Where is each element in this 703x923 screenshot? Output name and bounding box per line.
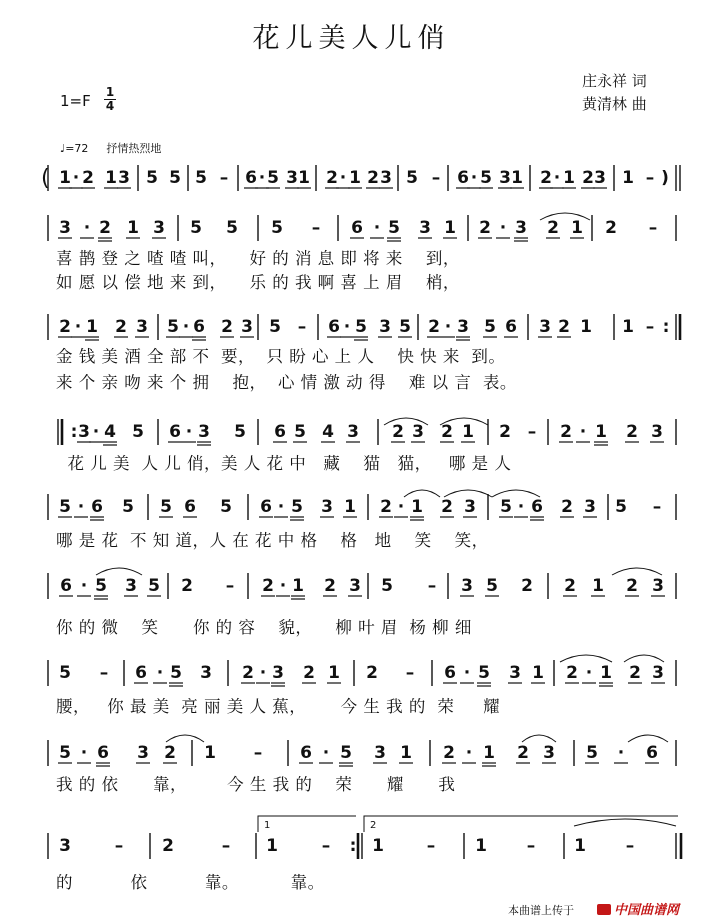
note: 1	[532, 663, 544, 683]
note: 3	[584, 497, 596, 517]
note: ·	[585, 663, 593, 683]
note: 6	[646, 743, 658, 763]
note: 3	[347, 422, 359, 442]
note: 6	[505, 317, 517, 337]
note: 3	[200, 663, 212, 683]
note: 3	[652, 576, 664, 596]
note: ·	[72, 168, 80, 188]
note: 5	[234, 422, 246, 442]
note: 3	[543, 743, 555, 763]
note: 5	[388, 218, 400, 238]
note: 5	[381, 576, 393, 596]
note: 6	[444, 663, 456, 683]
note: 6	[328, 317, 340, 337]
note: 1	[86, 317, 98, 337]
note: 2	[59, 317, 71, 337]
note: 3	[499, 168, 511, 188]
note: –	[426, 836, 436, 856]
lyric-line: 我 的 依 靠， 今 生 我 的 荣 耀 我	[56, 775, 456, 794]
note: ·	[553, 168, 561, 188]
note: 2	[181, 576, 193, 596]
note: 2	[441, 497, 453, 517]
tv-icon	[597, 904, 611, 915]
note: 3	[137, 743, 149, 763]
note: 3	[461, 576, 473, 596]
note: ·	[185, 422, 193, 442]
note: 5	[399, 317, 411, 337]
composer: 黄清林 曲	[582, 95, 647, 113]
note: 1	[204, 743, 216, 763]
note: 2	[629, 663, 641, 683]
note: 5	[615, 497, 627, 517]
note: –	[321, 836, 331, 856]
note: 5	[406, 168, 418, 188]
note: –	[652, 497, 662, 517]
note: 1	[411, 497, 423, 517]
note: 6	[60, 576, 72, 596]
note: 2	[441, 422, 453, 442]
note: –	[221, 836, 231, 856]
note: ·	[258, 168, 266, 188]
note: 3	[515, 218, 527, 238]
note: 3	[457, 317, 469, 337]
note: 2	[547, 218, 559, 238]
note: 2	[262, 576, 274, 596]
note: ·	[444, 317, 452, 337]
note: )	[661, 168, 669, 188]
note: 6	[351, 218, 363, 238]
note: –	[645, 168, 655, 188]
note: 2	[82, 168, 94, 188]
note: 5	[294, 422, 306, 442]
note: 6	[274, 422, 286, 442]
note: 3	[594, 168, 606, 188]
note: 2	[162, 836, 174, 856]
note: :	[70, 422, 78, 442]
note: –	[219, 168, 229, 188]
note: 2	[521, 576, 533, 596]
note: 2	[221, 317, 233, 337]
site-logo	[597, 899, 679, 918]
note: ·	[83, 218, 91, 238]
note: ·	[499, 218, 507, 238]
note: 2	[558, 317, 570, 337]
note: 5	[484, 317, 496, 337]
note: 2	[326, 168, 338, 188]
note: 5	[486, 576, 498, 596]
note: 6	[91, 497, 103, 517]
first-ending-label: 1	[264, 820, 271, 831]
note: –	[427, 576, 437, 596]
note: 2	[380, 497, 392, 517]
footer-text: 本曲谱上传于	[508, 904, 574, 917]
note: 3	[539, 317, 551, 337]
note: 1	[483, 743, 495, 763]
note: 3	[59, 218, 71, 238]
note: 2	[99, 218, 111, 238]
note: 6	[97, 743, 109, 763]
note: ·	[77, 497, 85, 517]
note: 5	[586, 743, 598, 763]
note: 5	[95, 576, 107, 596]
note: ·	[579, 422, 587, 442]
note: 3	[241, 317, 253, 337]
note: 5	[267, 168, 279, 188]
lyricist: 庄永祥 词	[582, 72, 647, 90]
note: 5	[478, 663, 490, 683]
note: 2	[324, 576, 336, 596]
note: ·	[279, 576, 287, 596]
note: 3	[118, 168, 130, 188]
note: 6	[457, 168, 469, 188]
second-ending-label: 2	[370, 820, 377, 831]
note: 5	[195, 168, 207, 188]
note: 2	[560, 422, 572, 442]
note: 2	[626, 576, 638, 596]
note: 1	[622, 317, 634, 337]
note: 3	[419, 218, 431, 238]
note: 2	[115, 317, 127, 337]
note: –	[405, 663, 415, 683]
note: 5	[500, 497, 512, 517]
note: 1	[600, 663, 612, 683]
note: –	[625, 836, 635, 856]
note: 5	[190, 218, 202, 238]
lyric-line: 的 依 靠。 靠。	[56, 873, 325, 892]
note: ·	[80, 576, 88, 596]
note: 2	[499, 422, 511, 442]
note: 1	[622, 168, 634, 188]
note: 1	[462, 422, 474, 442]
note: 3	[321, 497, 333, 517]
note: 1	[372, 836, 384, 856]
note: 3	[509, 663, 521, 683]
note: 3	[374, 743, 386, 763]
note: 1	[511, 168, 523, 188]
note: 6	[184, 497, 196, 517]
note: ·	[463, 663, 471, 683]
lyric-line: 哪 是 花 不 知 道，人 在 花 中 格 格 地 笑 笑，	[56, 531, 489, 550]
note: 5	[170, 663, 182, 683]
note: 2	[479, 218, 491, 238]
note: ·	[156, 663, 164, 683]
note: 2	[605, 218, 617, 238]
note: ·	[517, 497, 525, 517]
note: –	[297, 317, 307, 337]
note: –	[114, 836, 124, 856]
note: 2	[366, 663, 378, 683]
note: 3	[380, 168, 392, 188]
note: ·	[182, 317, 190, 337]
note: 2	[242, 663, 254, 683]
note: ·	[322, 743, 330, 763]
note: 1	[298, 168, 310, 188]
site-logo-text: 中国曲谱网	[614, 903, 680, 918]
note: 3	[272, 663, 284, 683]
note: 6	[300, 743, 312, 763]
note: 5	[271, 218, 283, 238]
note: 2	[517, 743, 529, 763]
note: –	[311, 218, 321, 238]
time-signature-bottom: 4	[105, 99, 115, 113]
lyric-line: 花 儿 美 人 儿 俏，美 人 花 中 藏 猫 猫， 哪 是 人	[56, 454, 512, 473]
note: 1	[344, 497, 356, 517]
note: 3	[379, 317, 391, 337]
key-signature: 1=F	[60, 92, 91, 110]
note: 3	[136, 317, 148, 337]
note: 5	[160, 497, 172, 517]
note: 3	[59, 836, 71, 856]
note: 4	[322, 422, 334, 442]
note: 1	[444, 218, 456, 238]
note: 5	[355, 317, 367, 337]
note: ·	[92, 422, 100, 442]
note: 3	[125, 576, 137, 596]
note: 5	[167, 317, 179, 337]
note: ·	[617, 743, 625, 763]
note: 1	[475, 836, 487, 856]
note: 6	[531, 497, 543, 517]
note: 1	[328, 663, 340, 683]
note: 3	[651, 422, 663, 442]
lyric-line: 金 钱 美 酒 全 部 不 要， 只 盼 心 上 人 快 快 来 到。	[56, 347, 506, 366]
lyric-line: 来 个 亲 吻 来 个 拥 抱， 心 情 激 动 得 难 以 言 表。	[56, 373, 517, 392]
note: ·	[397, 497, 405, 517]
note: 3	[198, 422, 210, 442]
note: 1	[400, 743, 412, 763]
note: –	[648, 218, 658, 238]
note: 2	[164, 743, 176, 763]
note: 3	[349, 576, 361, 596]
note: 5	[59, 663, 71, 683]
note: 5	[220, 497, 232, 517]
note: 2	[443, 743, 455, 763]
note: ·	[277, 497, 285, 517]
note: –	[99, 663, 109, 683]
note: 5	[226, 218, 238, 238]
note: 2	[561, 497, 573, 517]
note: 3	[153, 218, 165, 238]
note: 2	[582, 168, 594, 188]
note: ·	[259, 663, 267, 683]
note: 5	[122, 497, 134, 517]
lyric-line: 如 愿 以 偿 地 来 到， 乐 的 我 啊 喜 上 眉 梢，	[56, 273, 460, 292]
note: 1	[574, 836, 586, 856]
note: 2	[566, 663, 578, 683]
note: :	[662, 317, 670, 337]
note: –	[225, 576, 235, 596]
note: 2	[626, 422, 638, 442]
note: –	[526, 836, 536, 856]
note: ·	[373, 218, 381, 238]
note: 2	[367, 168, 379, 188]
note: 1	[571, 218, 583, 238]
note: 2	[564, 576, 576, 596]
note: 1	[266, 836, 278, 856]
note: ·	[470, 168, 478, 188]
note: 1	[59, 168, 71, 188]
note: ·	[465, 743, 473, 763]
note: 5	[480, 168, 492, 188]
note: 6	[193, 317, 205, 337]
note: 3	[652, 663, 664, 683]
note: 1	[563, 168, 575, 188]
note: 6	[135, 663, 147, 683]
note: 3	[286, 168, 298, 188]
page-title: 花儿美人儿俏	[252, 23, 451, 54]
note: –	[645, 317, 655, 337]
note: ·	[74, 317, 82, 337]
note: 1	[292, 576, 304, 596]
note: ·	[80, 743, 88, 763]
note: 1	[349, 168, 361, 188]
note: 6	[169, 422, 181, 442]
note: 3	[412, 422, 424, 442]
note: 1	[592, 576, 604, 596]
tempo-mark: ♩=72	[60, 142, 89, 155]
note: 2	[392, 422, 404, 442]
note: 6	[245, 168, 257, 188]
note: 1	[595, 422, 607, 442]
note: 5	[291, 497, 303, 517]
note: 5	[146, 168, 158, 188]
note: 5	[340, 743, 352, 763]
note: 1	[105, 168, 117, 188]
note: 4	[104, 422, 116, 442]
note: 5	[148, 576, 160, 596]
note: 2	[428, 317, 440, 337]
note: 5	[59, 743, 71, 763]
note: 3	[464, 497, 476, 517]
note: 5	[59, 497, 71, 517]
note: 6	[260, 497, 272, 517]
note: ·	[343, 317, 351, 337]
note: 2	[540, 168, 552, 188]
note: 5	[132, 422, 144, 442]
note: 2	[303, 663, 315, 683]
note: 5	[269, 317, 281, 337]
time-signature-top: 1	[105, 85, 115, 99]
note: –	[527, 422, 537, 442]
note: 1	[580, 317, 592, 337]
note: –	[431, 168, 441, 188]
note: ·	[339, 168, 347, 188]
intro-open-paren: (	[41, 166, 50, 191]
lyric-line: 喜 鹊 登 之 喳 喳 叫， 好 的 消 息 即 将 来 到，	[56, 249, 460, 268]
note: :	[349, 836, 357, 856]
note: 3	[78, 422, 90, 442]
note: 1	[127, 218, 139, 238]
note: 5	[169, 168, 181, 188]
note: –	[253, 743, 263, 763]
lyric-line: 腰， 你 最 美 亮 丽 美 人 蕉， 今 生 我 的 荣 耀	[56, 697, 501, 716]
expression-mark: 抒情热烈地	[106, 142, 162, 155]
lyric-line: 你 的 微 笑 你 的 容 貌， 柳 叶 眉 杨 柳 细	[56, 618, 472, 637]
